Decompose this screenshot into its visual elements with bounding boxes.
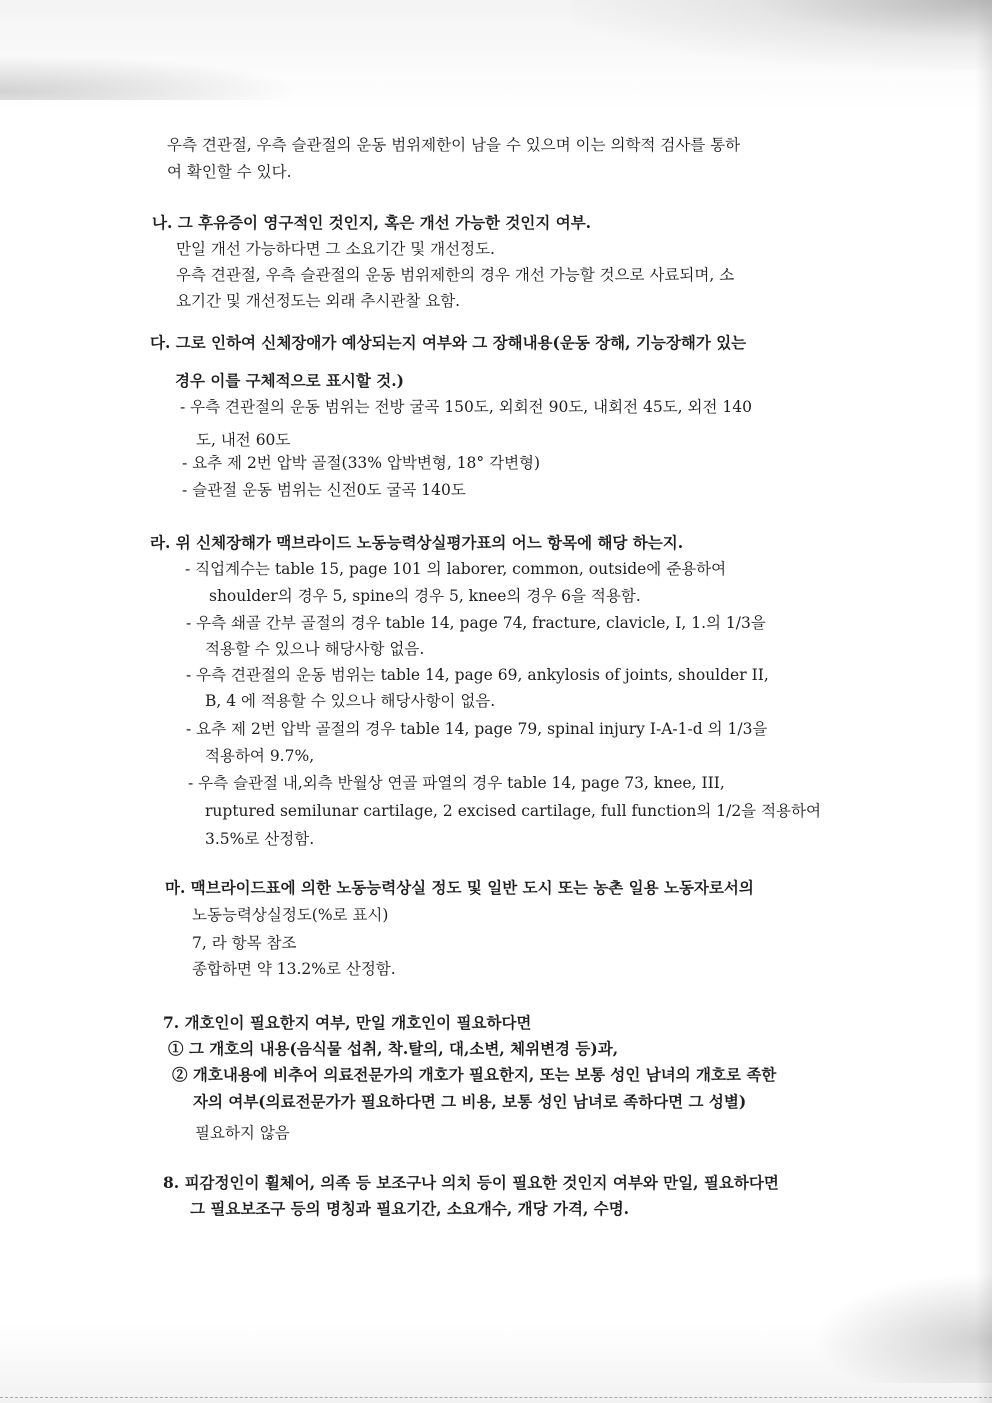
text-line: 만일 개선 가능하다면 그 소요기간 및 개선정도. xyxy=(176,240,495,258)
text-line: 종합하면 약 13.2%로 산정함. xyxy=(192,960,396,978)
scan-shadow-top-left xyxy=(0,55,300,100)
text-line: 7, 라 항목 참조 xyxy=(192,934,297,952)
page-bottom-edge xyxy=(0,1397,992,1398)
text-line: 여 확인할 수 있다. xyxy=(167,163,292,181)
section-heading-na: 나. 그 후유증이 영구적인 것인지, 혹은 개선 가능한 것인지 여부. xyxy=(152,213,592,232)
text-line: ① 그 개호의 내용(음식물 섭취, 착.탈의, 대,소변, 체위변경 등)과, xyxy=(168,1039,619,1058)
text-line: - 우측 견관절의 운동 범위는 table 14, page 69, ankylosis of joints, shoulder II, xyxy=(186,666,769,684)
text-line: B, 4 에 적용할 수 있으나 해당사항이 없음. xyxy=(205,692,496,710)
text-line: 우측 견관절, 우측 슬관절의 운동 범위제한이 남을 수 있으며 이는 의학적 검사를 통하 xyxy=(167,136,741,154)
text-line: 그 필요보조구 등의 명칭과 필요기간, 소요개수, 개당 가격, 수명. xyxy=(190,1199,630,1218)
text-line: 3.5%로 산정함. xyxy=(205,830,315,848)
text-line: shoulder의 경우 5, spine의 경우 5, knee의 경우 6을 적용함. xyxy=(209,587,641,605)
scan-shadow-top-right xyxy=(572,0,992,70)
section-heading-7: 7. 개호인이 필요한지 여부, 만일 개호인이 필요하다면 xyxy=(163,1013,532,1032)
text-line: - 우측 쇄골 간부 골절의 경우 table 14, page 74, fracture, clavicle, I, 1.의 1/3을 xyxy=(186,614,766,632)
text-line: 자의 여부(의료전문가가 필요하다면 그 비용, 보통 성인 남녀로 족하다면 그 성별) xyxy=(193,1092,747,1111)
text-line: - 우측 슬관절 내,외측 반월상 연골 파열의 경우 table 14, page 73, knee, III, xyxy=(188,774,725,792)
text-line: ② 개호내용에 비추어 의료전문가의 개호가 필요한지, 또는 보통 성인 남녀의 개호로 족한 xyxy=(172,1065,777,1084)
section-heading-8: 8. 피감정인이 휠체어, 의족 등 보조구나 의치 등이 필요한 것인지 여부와 만일, 필요하다면 xyxy=(163,1173,779,1192)
text-line: 요기간 및 개선정도는 외래 추시관찰 요함. xyxy=(176,292,461,310)
scan-shadow-right-edge xyxy=(976,0,992,1403)
text-line: 노동능력상실정도(%로 표시) xyxy=(192,906,389,924)
text-line: - 우측 견관절의 운동 범위는 전방 굴곡 150도, 외회전 90도, 내회전 45도, 외전 140 xyxy=(180,398,752,416)
text-line: ruptured semilunar cartilage, 2 excised cartilage, full function의 1/2을 적용하여 xyxy=(205,802,821,820)
text-line: 적용하여 9.7%, xyxy=(205,747,315,765)
section-heading-da-cont: 경우 이를 구체적으로 표시할 것.) xyxy=(175,371,404,390)
text-line: - 요추 제 2번 압박 골절의 경우 table 14, page 79, spinal injury I-A-1-d 의 1/3을 xyxy=(186,720,768,738)
text-line: 필요하지 않음 xyxy=(195,1124,290,1142)
text-line: 적용할 수 있으나 해당사항 없음. xyxy=(205,640,425,658)
text-line: - 요추 제 2번 압박 골절(33% 압박변형, 18° 각변형) xyxy=(182,454,541,472)
text-line: 우측 견관절, 우측 슬관절의 운동 범위제한의 경우 개선 가능할 것으로 사료되며, 소 xyxy=(176,266,735,284)
section-heading-ma: 마. 맥브라이드표에 의한 노동능력상실 정도 및 일반 도시 또는 농촌 일용 노동자로서의 xyxy=(165,878,754,897)
section-heading-da: 다. 그로 인하여 신체장애가 예상되는지 여부와 그 장해내용(운동 장해, 기능장해가 있는 xyxy=(150,333,747,352)
text-line: - 직업계수는 table 15, page 101 의 laborer, common, outside에 준용하여 xyxy=(185,560,727,578)
text-line: - 슬관절 운동 범위는 신전0도 굴곡 140도 xyxy=(182,481,466,499)
section-heading-ra: 라. 위 신체장해가 맥브라이드 노동능력상실평가표의 어느 항목에 해당 하는지. xyxy=(150,533,684,552)
text-line: 도, 내전 60도 xyxy=(196,431,291,449)
scan-shadow-bottom-right xyxy=(812,1273,992,1383)
